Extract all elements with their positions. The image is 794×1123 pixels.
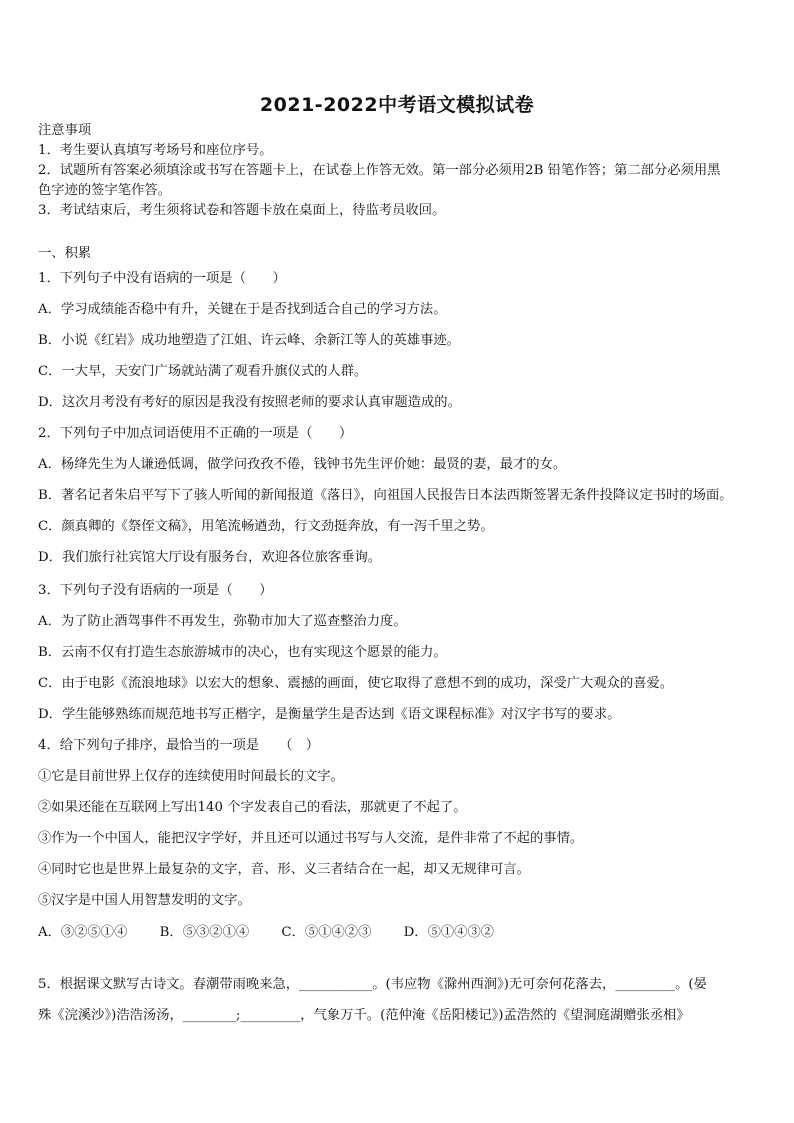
question-option: D．我们旅行社宾馆大厅设有服务台，欢迎各位旅客垂询。 xyxy=(38,550,382,565)
notice-item: 3．考试结束后，考生须将试卷和答题卡放在桌面上，待监考员收回。 xyxy=(38,203,446,218)
question-option: C．由于电影《流浪地球》以宏大的想象、震撼的画面，使它取得了意想不到的成功，深受广大观众的喜爱。 xyxy=(38,676,674,691)
question-option: A．为了防止酒驾事件不再发生，弥勒市加大了巡查整治力度。 xyxy=(38,614,407,629)
question-option: B．小说《红岩》成功地塑造了江姐、许云峰、余新江等人的英雄事迹。 xyxy=(38,333,460,348)
section-heading: 一、积累 xyxy=(38,246,92,261)
question-option: B．著名记者朱启平写下了骇人听闻的新闻报道《落日》，向祖国人民报告日本法西斯签署无条件投降议定书时的场面。 xyxy=(38,488,733,503)
question-stem: 3．下列句子没有语病的一项是（ ） xyxy=(38,583,273,598)
page-title: 2021-2022中考语文模拟试卷 xyxy=(259,94,535,116)
question-option: C．⑤①④②③ xyxy=(281,925,372,940)
notice-heading: 注意事项 xyxy=(38,123,92,138)
question-option: C．一大早，天安门广场就站满了观看升旗仪式的人群。 xyxy=(38,364,368,379)
question-option: A．③②⑤①④ xyxy=(38,925,128,940)
sequence-sentence: ②如果还能在互联网上写出140 个字发表自己的看法，那就更了不起了。 xyxy=(38,800,467,815)
question-option: C．颜真卿的《祭侄文稿》，用笔流畅遒劲，行文劲挺奔放，有一泻千里之势。 xyxy=(38,519,494,534)
notice-item: 色字迹的签字笔作答。 xyxy=(38,183,171,198)
fill-in-question-line: 5．根据课文默写古诗文。春潮带雨晚来急，___________。(韦应物《滁州西涧》)无可奈何花落去，_________。(晏 xyxy=(38,977,707,992)
question-option: D．这次月考没有考好的原因是我没有按照老师的要求认真审题造成的。 xyxy=(38,395,461,410)
answer-options-row xyxy=(38,924,760,942)
question-option: A．学习成绩能否稳中有升，关键在于是否找到适合自己的学习方法。 xyxy=(38,302,447,317)
question-option: A．杨绛先生为人谦逊低调，做学问孜孜不倦，钱钟书先生评价她：最贤的妻，最才的女。 xyxy=(38,457,567,472)
notice-item: 2．试题所有答案必须填涂或书写在答题卡上，在试卷上作答无效。第一部分必须用2B 铅笔作答；第二部分必须用黑 xyxy=(38,163,721,178)
question-option: B．⑤③②①④ xyxy=(159,925,250,940)
notice-item: 1．考生要认真填写考场号和座位序号。 xyxy=(38,143,273,158)
question-option: B．云南不仅有打造生态旅游城市的决心，也有实现这个愿景的能力。 xyxy=(38,645,447,660)
sequence-sentence: ③作为一个中国人，能把汉字学好，并且还可以通过书写与人交流，是件非常了不起的事情。 xyxy=(38,831,584,846)
sequence-sentence: ①它是目前世界上仅存的连续使用时间最长的文字。 xyxy=(38,769,344,784)
question-stem: 1．下列句子中没有语病的一项是（ ） xyxy=(38,271,286,286)
question-stem: 2．下列句子中加点词语使用不正确的一项是（ ） xyxy=(38,426,353,441)
question-stem: 4．给下列句子排序，最恰当的一项是 （ ） xyxy=(38,738,320,753)
sequence-sentence: ⑤汉字是中国人用智慧发明的文字。 xyxy=(38,893,251,908)
question-option: D．⑤①④③② xyxy=(403,925,495,940)
sequence-sentence: ④同时它也是世界上最复杂的文字，音、形、义三者结合在一起，却又无规律可言。 xyxy=(38,862,530,877)
fill-in-question-line: 殊《浣溪沙》)浩浩汤汤，________;_________，气象万千。(范仲淹《岳阳楼记》)孟浩然的《望洞庭湖赠张丞相》 xyxy=(38,1008,690,1023)
question-option: D．学生能够熟练而规范地书写正楷字，是衡量学生是否达到《语文课程标准》对汉字书写的要求。 xyxy=(38,707,621,722)
